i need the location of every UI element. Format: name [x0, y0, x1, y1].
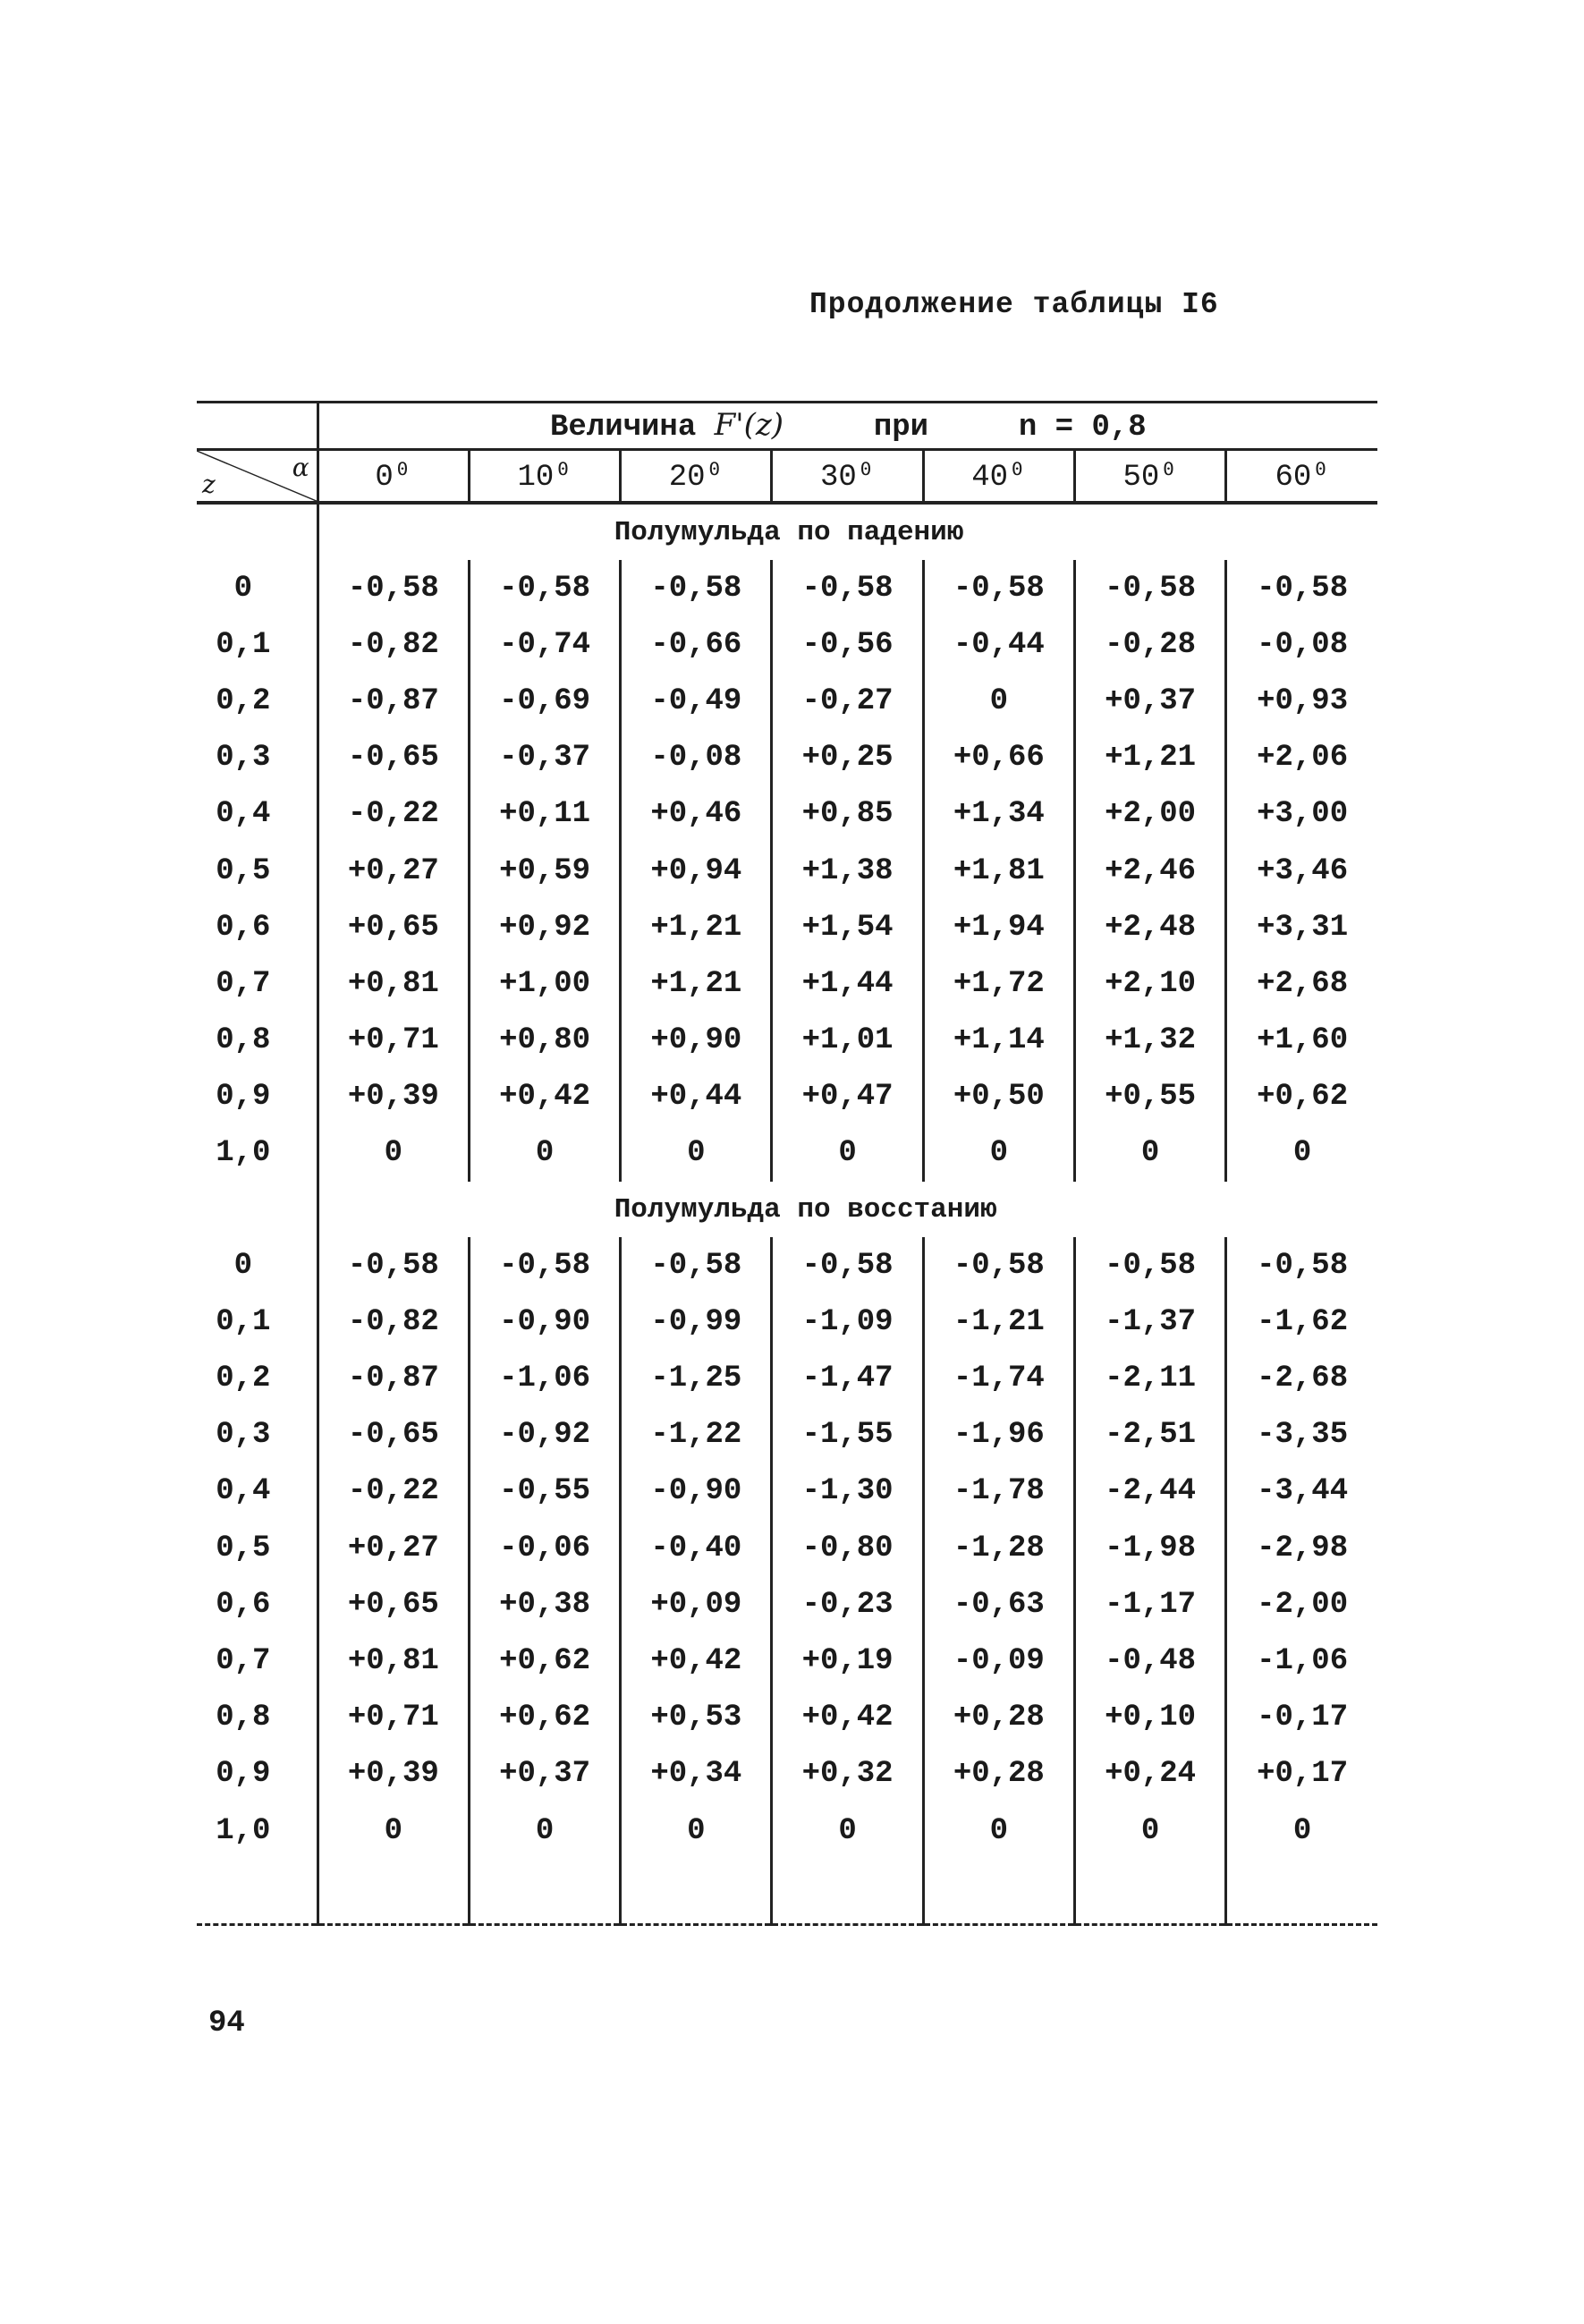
- table-cell: -0,58: [1226, 560, 1377, 616]
- table-cell: -2,44: [1074, 1463, 1225, 1520]
- table-cell: -0,80: [772, 1520, 923, 1576]
- table-row: [197, 1069, 1377, 1125]
- table-cell: +0,27: [318, 843, 469, 899]
- table-cell: -0,06: [469, 1520, 620, 1576]
- table-cell: 0: [1226, 1802, 1377, 1859]
- table-cell: -3,44: [1226, 1463, 1377, 1520]
- table-cell: +0,65: [318, 1576, 469, 1633]
- z-value: 0,7: [216, 1643, 271, 1678]
- z-value: 0,5: [216, 853, 271, 888]
- table-cell: +1,44: [772, 955, 923, 1012]
- table-cell: -0,65: [318, 730, 469, 786]
- function-symbol: F'(z): [714, 407, 784, 443]
- table-row: [197, 1350, 1377, 1406]
- table-cell: -0,58: [621, 560, 772, 616]
- table-cell: -0,23: [772, 1576, 923, 1633]
- table-cell: +0,62: [1226, 1069, 1377, 1125]
- table-cell: +0,25: [772, 730, 923, 786]
- table-cell: -0,56: [772, 616, 923, 673]
- table-cell: -0,87: [318, 1350, 469, 1406]
- table-cell: -1,47: [772, 1350, 923, 1406]
- table-cell: -1,74: [923, 1350, 1074, 1406]
- table-cell: +0,92: [469, 899, 620, 955]
- table-cell: +1,72: [923, 955, 1074, 1012]
- table-cell: +0,65: [318, 899, 469, 955]
- table-cell: +1,00: [469, 955, 620, 1012]
- table-cell: +1,81: [923, 843, 1074, 899]
- table-cell: +0,28: [923, 1746, 1074, 1802]
- table-cell: 0: [923, 1125, 1074, 1182]
- table-cell: -1,17: [1074, 1576, 1225, 1633]
- table-cell: +0,71: [318, 1013, 469, 1069]
- table-cell: -1,21: [923, 1293, 1074, 1350]
- table-cell: +0,10: [1074, 1690, 1225, 1746]
- table-cell: -0,28: [1074, 616, 1225, 673]
- table-cell: -0,58: [923, 560, 1074, 616]
- table-row: [197, 1802, 1377, 1859]
- table-cell: -2,98: [1226, 1520, 1377, 1576]
- header-title-row: [197, 403, 1377, 450]
- table-cell: -0,69: [469, 673, 620, 729]
- table-cell: +0,17: [1226, 1746, 1377, 1802]
- table-cell: -1,28: [923, 1520, 1074, 1576]
- angle-header-2: 20⁰: [621, 450, 772, 504]
- table-cell: -1,30: [772, 1463, 923, 1520]
- table-row: [197, 616, 1377, 673]
- diagonal-header-cell: [197, 450, 318, 504]
- table-cell: -0,82: [318, 1293, 469, 1350]
- z-value: 0,1: [216, 1304, 271, 1339]
- table-cell: +0,50: [923, 1069, 1074, 1125]
- title-mid: при: [873, 411, 929, 445]
- table-cell: +0,94: [621, 843, 772, 899]
- table-cell: 0: [1074, 1802, 1225, 1859]
- angle-header-1: 10⁰: [469, 450, 620, 504]
- table-caption: Продолжение таблицы I6: [809, 288, 1219, 321]
- table-cell: -0,22: [318, 1463, 469, 1520]
- table-cell: 0: [318, 1125, 469, 1182]
- table-cell: 0: [469, 1125, 620, 1182]
- table-cell: +0,39: [318, 1746, 469, 1802]
- table-cell: +1,32: [1074, 1013, 1225, 1069]
- table-cell: 0: [318, 1802, 469, 1859]
- table-cell: 0: [469, 1802, 620, 1859]
- table-row: [197, 1520, 1377, 1576]
- table-cell: +0,34: [621, 1746, 772, 1802]
- table-cell: +1,34: [923, 786, 1074, 843]
- table-cell: -0,48: [1074, 1633, 1225, 1689]
- table-cell: +0,90: [621, 1013, 772, 1069]
- angle-header-5: 50⁰: [1074, 450, 1225, 504]
- section-label: Полумульда по падению: [318, 503, 1377, 560]
- z-symbol: z: [202, 470, 216, 499]
- table-cell: +0,59: [469, 843, 620, 899]
- table-cell: -0,55: [469, 1463, 620, 1520]
- bottom-rule: [197, 1859, 1377, 1925]
- z-value: 0,2: [216, 683, 271, 718]
- table-row: [197, 1746, 1377, 1802]
- table-row: [197, 786, 1377, 843]
- section-header-row: [197, 503, 1377, 560]
- table-cell: -0,99: [621, 1293, 772, 1350]
- table-cell: +3,46: [1226, 843, 1377, 899]
- table-cell: -0,92: [469, 1407, 620, 1463]
- table-cell: +0,39: [318, 1069, 469, 1125]
- table-cell: -1,98: [1074, 1520, 1225, 1576]
- table-cell: +2,46: [1074, 843, 1225, 899]
- table-cell: +1,60: [1226, 1013, 1377, 1069]
- table-cell: -0,27: [772, 673, 923, 729]
- table-row: [197, 730, 1377, 786]
- table-cell: +3,31: [1226, 899, 1377, 955]
- angle-header-0: 0⁰: [318, 450, 469, 504]
- table-cell: 0: [923, 673, 1074, 729]
- table-cell: 0: [1226, 1125, 1377, 1182]
- table-cell: -0,37: [469, 730, 620, 786]
- table-cell: -1,96: [923, 1407, 1074, 1463]
- table-row: [197, 1237, 1377, 1293]
- table-cell: -0,40: [621, 1520, 772, 1576]
- table-cell: +0,85: [772, 786, 923, 843]
- table-cell: -0,63: [923, 1576, 1074, 1633]
- table-cell: -1,78: [923, 1463, 1074, 1520]
- table-cell: +1,21: [1074, 730, 1225, 786]
- z-value: 0,4: [216, 1474, 271, 1509]
- table-cell: -0,58: [772, 1237, 923, 1293]
- table-row: [197, 1633, 1377, 1689]
- table-row: [197, 1463, 1377, 1520]
- table-cell: -1,06: [469, 1350, 620, 1406]
- table-cell: 0: [621, 1125, 772, 1182]
- table-cell: -1,22: [621, 1407, 772, 1463]
- table-cell: -0,87: [318, 673, 469, 729]
- z-value: 0,6: [216, 910, 271, 945]
- table-cell: -0,90: [621, 1463, 772, 1520]
- table-cell: -2,00: [1226, 1576, 1377, 1633]
- table-cell: +0,81: [318, 955, 469, 1012]
- table-cell: -1,06: [1226, 1633, 1377, 1689]
- section-header-row: [197, 1182, 1377, 1237]
- angle-header-4: 40⁰: [923, 450, 1074, 504]
- table-cell: +1,21: [621, 955, 772, 1012]
- table-cell: +1,01: [772, 1013, 923, 1069]
- table-row: [197, 1013, 1377, 1069]
- table-cell: +0,38: [469, 1576, 620, 1633]
- table-row: [197, 955, 1377, 1012]
- z-value: 0,8: [216, 1023, 271, 1058]
- section-label: Полумульда по восстанию: [318, 1182, 1377, 1237]
- header-title: [318, 403, 1377, 450]
- table-cell: +0,44: [621, 1069, 772, 1125]
- table-cell: -0,58: [318, 1237, 469, 1293]
- table-cell: +0,55: [1074, 1069, 1225, 1125]
- table-cell: +2,06: [1226, 730, 1377, 786]
- table-cell: -0,58: [469, 1237, 620, 1293]
- table-cell: +0,47: [772, 1069, 923, 1125]
- angle-header-3: 30⁰: [772, 450, 923, 504]
- table-cell: -0,58: [1074, 560, 1225, 616]
- table-cell: -1,62: [1226, 1293, 1377, 1350]
- table-row: [197, 899, 1377, 955]
- table-cell: +0,42: [621, 1633, 772, 1689]
- table-cell: +0,42: [772, 1690, 923, 1746]
- z-value: 0,4: [216, 797, 271, 832]
- table-cell: -1,25: [621, 1350, 772, 1406]
- table-cell: -0,82: [318, 616, 469, 673]
- table-cell: +2,10: [1074, 955, 1225, 1012]
- alpha-symbol: α: [292, 453, 309, 482]
- table-cell: -0,65: [318, 1407, 469, 1463]
- table-cell: -0,22: [318, 786, 469, 843]
- table-cell: -2,51: [1074, 1407, 1225, 1463]
- table-cell: +0,09: [621, 1576, 772, 1633]
- z-value: 0,1: [216, 627, 271, 662]
- table-row: [197, 673, 1377, 729]
- table-cell: +0,11: [469, 786, 620, 843]
- table-row: [197, 1576, 1377, 1633]
- table-row: [197, 1407, 1377, 1463]
- table-cell: +0,62: [469, 1633, 620, 1689]
- z-value: 0: [233, 571, 253, 606]
- table-cell: -0,17: [1226, 1690, 1377, 1746]
- table-row: [197, 560, 1377, 616]
- table-cell: +0,28: [923, 1690, 1074, 1746]
- z-value: 0,5: [216, 1531, 271, 1565]
- angle-header-row: [197, 450, 1377, 504]
- table-cell: 0: [1074, 1125, 1225, 1182]
- table-cell: -0,09: [923, 1633, 1074, 1689]
- z-value: 0,2: [216, 1361, 271, 1396]
- table-cell: +1,21: [621, 899, 772, 955]
- table-cell: -0,58: [621, 1237, 772, 1293]
- z-value: 0,8: [216, 1701, 271, 1735]
- table-cell: -1,37: [1074, 1293, 1225, 1350]
- parameter-value: n = 0,8: [1018, 411, 1147, 445]
- table-cell: -0,74: [469, 616, 620, 673]
- table-cell: -0,44: [923, 616, 1074, 673]
- table-row: [197, 843, 1377, 899]
- table-cell: 0: [772, 1802, 923, 1859]
- table-cell: 0: [923, 1802, 1074, 1859]
- table-cell: -0,58: [1226, 1237, 1377, 1293]
- table-cell: +0,42: [469, 1069, 620, 1125]
- table-cell: -0,58: [469, 560, 620, 616]
- z-value: 0,6: [216, 1587, 271, 1622]
- angle-header-6: 60⁰: [1226, 450, 1377, 504]
- table-cell: -0,90: [469, 1293, 620, 1350]
- table-cell: -2,11: [1074, 1350, 1225, 1406]
- table-cell: +0,80: [469, 1013, 620, 1069]
- table-cell: +0,37: [469, 1746, 620, 1802]
- z-value: 0,9: [216, 1757, 271, 1792]
- table-cell: -0,58: [923, 1237, 1074, 1293]
- table-cell: +1,54: [772, 899, 923, 955]
- table-cell: +2,48: [1074, 899, 1225, 955]
- table-cell: +0,62: [469, 1690, 620, 1746]
- title-prefix: Величина: [550, 411, 697, 445]
- table-row: [197, 1293, 1377, 1350]
- table-cell: +0,37: [1074, 673, 1225, 729]
- table-cell: -0,49: [621, 673, 772, 729]
- table-row: [197, 1690, 1377, 1746]
- z-value: 0,3: [216, 741, 271, 776]
- z-value: 1,0: [216, 1813, 271, 1848]
- table-cell: +0,93: [1226, 673, 1377, 729]
- table-cell: -0,58: [1074, 1237, 1225, 1293]
- table-cell: -3,35: [1226, 1407, 1377, 1463]
- table-cell: -0,58: [318, 560, 469, 616]
- table-cell: -0,08: [621, 730, 772, 786]
- z-value: 0,7: [216, 966, 271, 1001]
- z-value: 0: [233, 1248, 253, 1283]
- data-table: [197, 401, 1377, 1926]
- table-cell: +0,24: [1074, 1746, 1225, 1802]
- table-cell: +1,14: [923, 1013, 1074, 1069]
- table-cell: +0,32: [772, 1746, 923, 1802]
- table-cell: 0: [772, 1125, 923, 1182]
- table-cell: +1,94: [923, 899, 1074, 955]
- table-cell: +3,00: [1226, 786, 1377, 843]
- table-row: [197, 1125, 1377, 1182]
- z-value: 0,3: [216, 1418, 271, 1453]
- table-cell: +0,27: [318, 1520, 469, 1576]
- table-cell: -0,58: [772, 560, 923, 616]
- table-cell: +0,46: [621, 786, 772, 843]
- table-cell: +0,81: [318, 1633, 469, 1689]
- table-cell: +1,38: [772, 843, 923, 899]
- table-cell: 0: [621, 1802, 772, 1859]
- z-value: 0,9: [216, 1080, 271, 1115]
- table-cell: +2,00: [1074, 786, 1225, 843]
- z-value: 1,0: [216, 1136, 271, 1171]
- table-cell: -0,08: [1226, 616, 1377, 673]
- table-cell: +0,66: [923, 730, 1074, 786]
- table-cell: +0,19: [772, 1633, 923, 1689]
- table-cell: -2,68: [1226, 1350, 1377, 1406]
- table-cell: +0,53: [621, 1690, 772, 1746]
- table-cell: -1,09: [772, 1293, 923, 1350]
- table-cell: -1,55: [772, 1407, 923, 1463]
- page-number: 94: [208, 2006, 245, 2040]
- table-cell: +2,68: [1226, 955, 1377, 1012]
- table-cell: -0,66: [621, 616, 772, 673]
- table-cell: +0,71: [318, 1690, 469, 1746]
